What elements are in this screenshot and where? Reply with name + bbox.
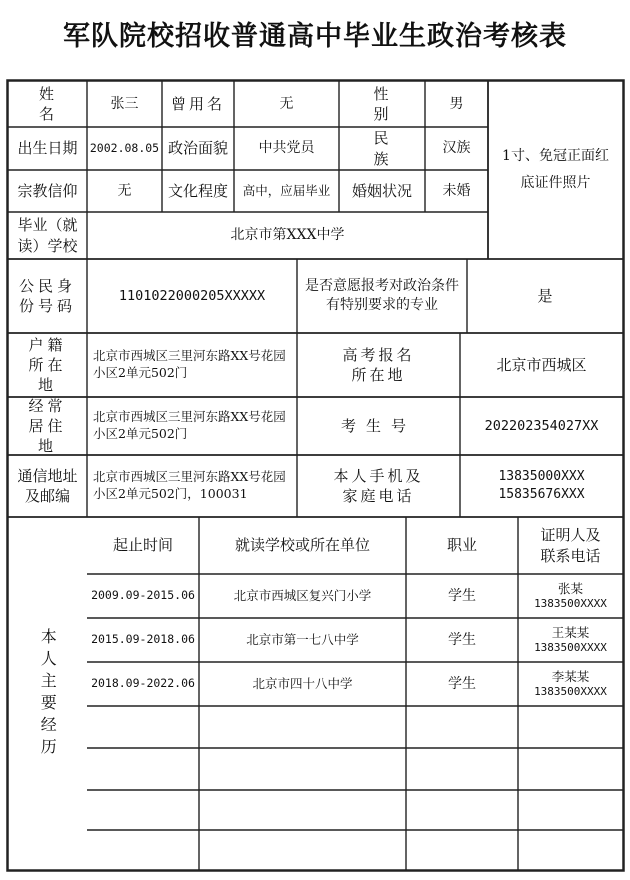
row-job: 学生: [448, 675, 476, 692]
phone-1: 13835000XXX: [498, 469, 585, 485]
contact-value: 北京市西城区三里河东路XX号花园小区2单元502门，100031: [93, 469, 286, 501]
school-value: 北京市第XXX中学: [230, 227, 345, 244]
form-title: 军队院校招收普通高中毕业生政治考核表: [63, 21, 567, 52]
former-name-value: 无: [279, 95, 294, 112]
id-label: 公民身份号码: [18, 276, 76, 315]
religion-value: 无: [117, 182, 132, 199]
birth-value: 2002.08.05: [89, 140, 160, 155]
former-name-label: 曾用名: [170, 94, 225, 113]
gender-value: 男: [449, 95, 464, 112]
header-job: 职业: [446, 536, 477, 555]
name-value: 张三: [110, 95, 139, 112]
witness-name: 王某某: [551, 625, 590, 641]
header-school: 就读学校或所在单位: [234, 536, 370, 555]
row-school: 北京市四十八中学: [252, 675, 353, 691]
row-period: 2018.09-2022.06: [91, 676, 195, 691]
ethnic-value: 汉族: [442, 140, 471, 157]
witness-phone: 1383500XXXX: [534, 640, 607, 654]
candidate-number-value: 202202354027XX: [484, 417, 599, 434]
header-witness: 证明人及联系电话: [540, 526, 601, 565]
witness-name: 张某: [557, 581, 583, 597]
ethnic-label: 民 族: [373, 129, 411, 168]
special-major-value: 是: [537, 286, 553, 305]
marital-value: 未婚: [442, 182, 471, 199]
household-value: 北京市西城区三里河东路XX号花园小区2单元502门: [93, 348, 286, 380]
witness-phone: 1383500XXXX: [534, 596, 607, 610]
political-label: 政治面貌: [167, 139, 228, 158]
residence-label: 经常居住地: [28, 396, 67, 456]
phone-values: [460, 455, 623, 517]
row-job: 学生: [448, 587, 476, 604]
household-label: 户籍所在地: [28, 335, 67, 395]
witness-phone: 1383500XXXX: [534, 684, 607, 698]
witness-name: 李某某: [551, 669, 590, 685]
special-major-label: 是否意愿报考对政治条件有特别要求的专业: [305, 278, 459, 313]
photo-placeholder: 1寸、免冠正面红底证件照片: [502, 148, 609, 191]
row-school: 北京市西城区复兴门小学: [233, 587, 372, 603]
experience-section: [8, 517, 87, 870]
education-label: 文化程度: [167, 181, 228, 200]
header-period: 起止时间: [112, 536, 173, 555]
political-value: 中共党员: [258, 140, 315, 157]
row-witness: [518, 618, 623, 662]
row-period: 2015.09-2018.06: [91, 632, 195, 647]
experience-label: 本人主要经历: [38, 627, 58, 760]
name-label: 姓 名: [38, 84, 76, 123]
phone-label: 本人手机及家庭电话: [333, 466, 424, 505]
exam-location-value: 北京市西城区: [496, 355, 587, 374]
school-label: 毕业（就读）学校: [17, 216, 78, 255]
residence-value: 北京市西城区三里河东路XX号花园小区2单元502门: [93, 409, 286, 441]
exam-location-label: 高考报名所在地: [342, 345, 415, 384]
gender-label: 性 别: [373, 84, 411, 123]
candidate-number-label: 考生号: [340, 416, 416, 435]
phone-2: 15835676XXX: [498, 487, 585, 502]
id-value: 1101022000205XXXXX: [118, 287, 266, 304]
row-witness: [518, 662, 623, 706]
marital-label: 婚姻状况: [351, 181, 412, 200]
row-job: 学生: [448, 631, 476, 648]
contact-label: 通信地址及邮编: [17, 466, 78, 505]
religion-label: 宗教信仰: [17, 181, 78, 200]
row-period: 2009.09-2015.06: [91, 588, 195, 603]
birth-label: 出生日期: [17, 139, 78, 158]
education-value: 高中，应届毕业: [242, 182, 331, 198]
row-school: 北京市第一七八中学: [246, 631, 359, 647]
row-witness: [518, 574, 623, 618]
